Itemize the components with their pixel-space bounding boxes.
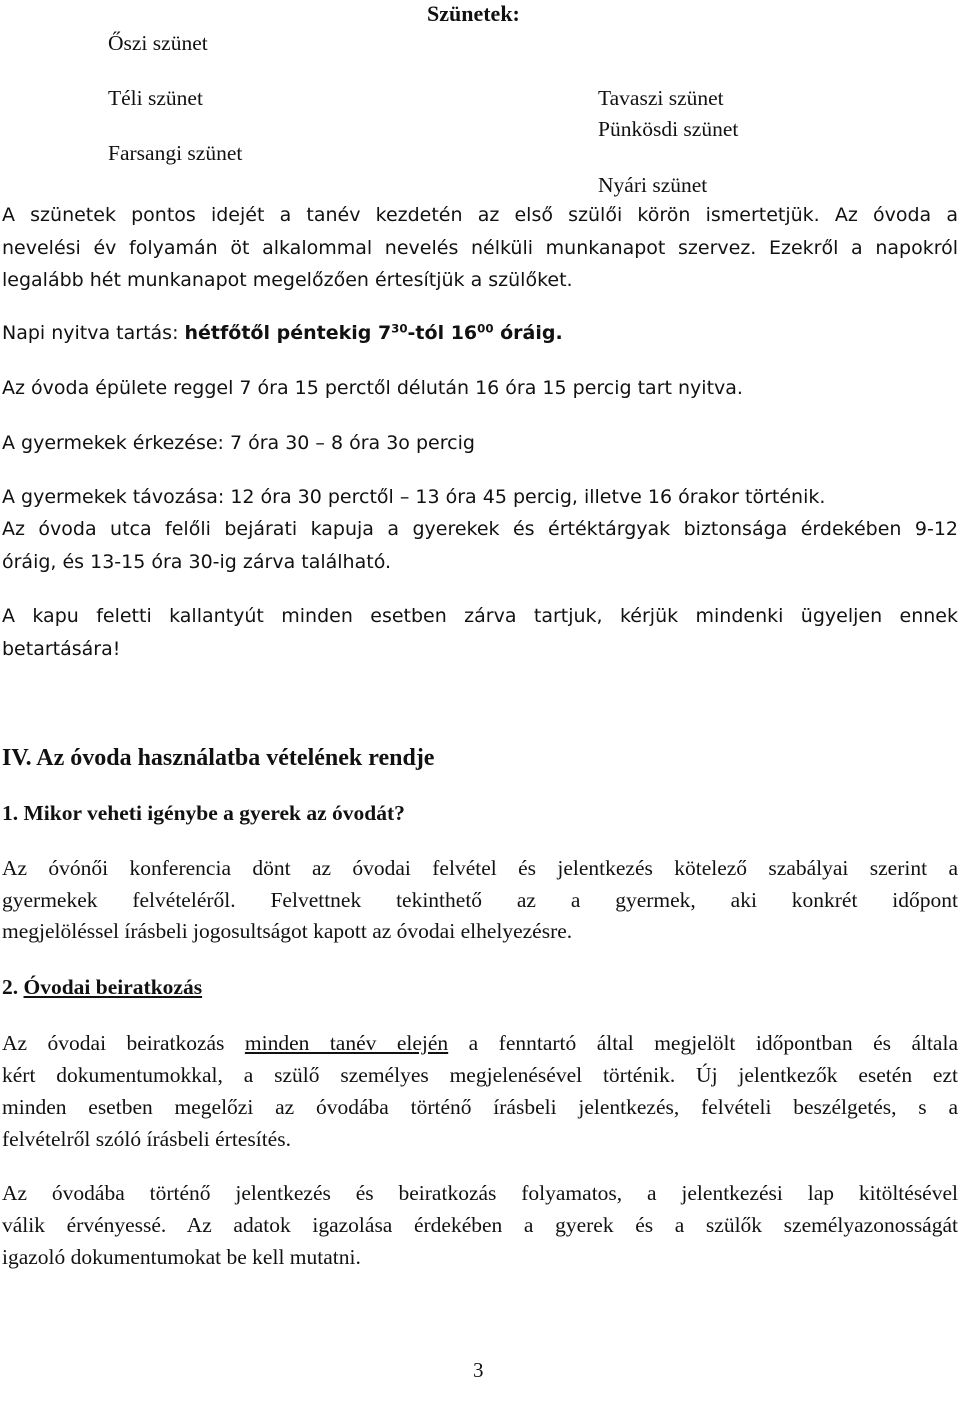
enrollment-line: felvételről szóló írásbeli értesítés. <box>2 1127 291 1151</box>
break-summer: Nyári szünet <box>598 173 708 197</box>
subsection-1-line: Az óvónői konferencia dönt az óvodai felvétel és jelentkezés kötelező szabályai szerint a <box>2 856 958 880</box>
building-hours: Az óvoda épülete reggel 7 óra 15 perctől délután 16 óra 15 percig tart nyitva. <box>2 377 743 399</box>
gate-paragraph <box>2 513 958 578</box>
break-spring: Tavaszi szünet <box>598 86 724 110</box>
departure-hours: A gyermekek távozása: 12 óra 30 perctől – 13 óra 45 percig, illetve 16 órakor történik. <box>2 486 826 508</box>
registration-line: válik érvényessé. Az adatok igazolása érdekében a gyerek és a szülők személyazonosságát <box>2 1213 958 1237</box>
break-autumn: Őszi szünet <box>108 31 208 55</box>
handle-paragraph <box>2 600 958 665</box>
enrollment-line-1 <box>2 1027 958 1059</box>
subsection-1-line: megjelöléssel írásbeli jogosultságot kapott az óvodai elhelyezésre. <box>2 919 573 943</box>
breaks-title: Szünetek: <box>427 1 520 26</box>
section-iv-number: IV. <box>2 745 32 771</box>
enrollment-line: minden esetben megelőzi az óvodába történő írásbeli jelentkezés, felvételi beszélgetés, s a <box>2 1095 958 1119</box>
opening-prefix: Napi nyitva tartás: <box>2 322 185 344</box>
opening-sup-end: 00 <box>477 321 494 336</box>
breaks-paragraph-line: legalább hét munkanapot megelőzően értesítjük a szülőket. <box>2 269 573 291</box>
section-iv-title: Az óvoda használatba vételének rendje <box>31 745 435 771</box>
breaks-paragraph-line: A szünetek pontos idejét a tanév kezdetén az első szülői körön ismertetjük. Az óvoda a <box>2 204 958 226</box>
subsection-2-number: 2. <box>2 975 24 999</box>
break-carnival: Farsangi szünet <box>108 141 243 165</box>
subsection-2-title <box>2 977 202 999</box>
enrollment-line: kért dokumentumokkal, a szülő személyes megjelenésével történik. Új jelentkezők esetén ezt <box>2 1063 958 1087</box>
handle-paragraph-line: A kapu feletti kallantyút minden esetben zárva tartjuk, kérjük mindenki ügyeljen ennek <box>2 605 958 627</box>
opening-end: óráig. <box>493 322 563 344</box>
subsection-2-title-text: Óvodai beiratkozás <box>23 975 203 999</box>
opening-hours <box>2 321 563 344</box>
arrival-hours: A gyermekek érkezése: 7 óra 30 – 8 óra 3o percig <box>2 432 475 454</box>
enrollment-line-1-after: a fenntartó által megjelölt időpontban és általa <box>448 1031 958 1055</box>
subsection-1-title: 1. Mikor veheti igénybe a gyerek az óvodát? <box>2 801 405 825</box>
breaks-paragraph-line: nevelési év folyamán öt alkalommal nevelés nélküli munkanapot szervez. Ezekről a napokról <box>2 236 958 259</box>
section-iv-heading <box>2 746 434 770</box>
break-pentecost: Pünkösdi szünet <box>598 117 739 141</box>
subsection-1-line: gyermekek felvételéről. Felvettnek tekinthető az a gyermek, aki konkrét időpont <box>2 887 958 912</box>
opening-days: hétfőtől péntekig 7 <box>184 322 392 344</box>
gate-paragraph-line: óráig, és 13-15 óra 30-ig zárva található. <box>2 550 392 573</box>
page-number: 3 <box>473 1358 484 1382</box>
registration-line: Az óvodába történő jelentkezés és beiratkozás folyamatos, a jelentkezési lap kitöltésével <box>2 1181 958 1205</box>
opening-mid: -tól 16 <box>407 322 478 344</box>
break-winter: Téli szünet <box>108 86 203 110</box>
enrollment-paragraph <box>2 1027 958 1155</box>
gate-paragraph-line: Az óvoda utca felőli bejárati kapuja a gyerekek és értéktárgyak biztonsága érdekében 9-12 <box>2 518 958 540</box>
registration-paragraph <box>2 1177 958 1273</box>
registration-line: igazoló dokumentumokat be kell mutatni. <box>2 1245 361 1269</box>
breaks-paragraph <box>2 199 958 297</box>
enrollment-emphasis: minden tanév elején <box>244 1031 449 1055</box>
enrollment-line-1-before: Az óvodai beiratkozás <box>2 1031 245 1055</box>
handle-paragraph-line: betartására! <box>2 637 121 660</box>
opening-sup-start: 30 <box>391 321 408 336</box>
subsection-1-paragraph <box>2 853 958 948</box>
